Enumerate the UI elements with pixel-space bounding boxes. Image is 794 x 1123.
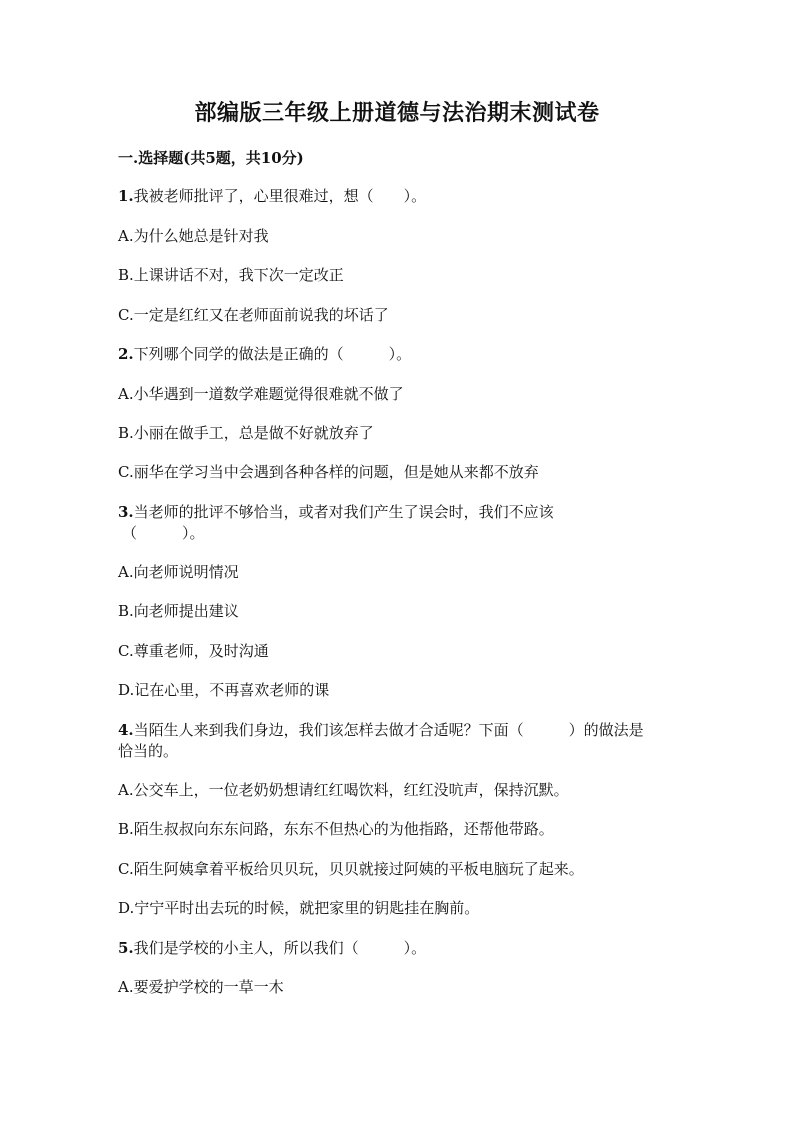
option-2c: C.丽华在学习当中会遇到各种各样的问题，但是她从来都不放弃 [118,463,539,481]
option-3a: A.向老师说明情况 [118,563,239,581]
question-stem: 当陌生人来到我们身边，我们该怎样去做才合适呢？下面（ ）的做法是 [133,721,644,739]
question-stem: 我们是学校的小主人，所以我们（ ）。 [133,939,427,957]
question-stem: 当老师的批评不够恰当，或者对我们产生了误会时，我们不应该 [133,503,554,521]
question-stem: 下列哪个同学的做法是正确的（ ）。 [133,345,412,363]
option-4c: C.陌生阿姨拿着平板给贝贝玩，贝贝就接过阿姨的平板电脑玩了起来。 [118,860,584,878]
section-heading: 一.选择题(共5题，共10分) [118,149,304,167]
option-2b: B.小丽在做手工，总是做不好就放弃了 [118,424,374,442]
option-1c: C.一定是红红又在老师面前说我的坏话了 [118,306,389,324]
question-2 [118,343,688,365]
question-4-continuation: 恰当的。 [118,742,179,760]
question-stem: 我被老师批评了，心里很难过，想（ ）。 [133,187,427,205]
question-number: 1. [118,187,134,205]
question-3-continuation: （ ）。 [122,524,205,542]
question-number: 4. [118,721,134,739]
option-1b: B.上课讲话不对，我下次一定改正 [118,266,344,284]
question-number: 2. [118,345,134,363]
question-number: 5. [118,939,134,957]
option-4d: D.宁宁平时出去玩的时候，就把家里的钥匙挂在胸前。 [118,899,480,917]
option-3d: D.记在心里，不再喜欢老师的课 [118,681,330,699]
option-1a: A.为什么她总是针对我 [118,227,269,245]
option-5a: A.要爱护学校的一草一木 [118,978,284,996]
question-3 [118,501,688,523]
option-2a: A.小华遇到一道数学难题觉得很难就不做了 [118,385,404,403]
question-4 [118,719,688,741]
question-1 [118,185,688,207]
option-4a: A.公交车上，一位老奶奶想请红红喝饮料，红红没吭声，保持沉默。 [118,781,569,799]
option-3c: C.尊重老师，及时沟通 [118,642,269,660]
page-title: 部编版三年级上册道德与法治期末测试卷 [194,100,600,126]
option-4b: B.陌生叔叔向东东问路，东东不但热心的为他指路，还帮他带路。 [118,820,554,838]
option-3b: B.向老师提出建议 [118,602,239,620]
question-5 [118,937,688,959]
question-number: 3. [118,503,134,521]
